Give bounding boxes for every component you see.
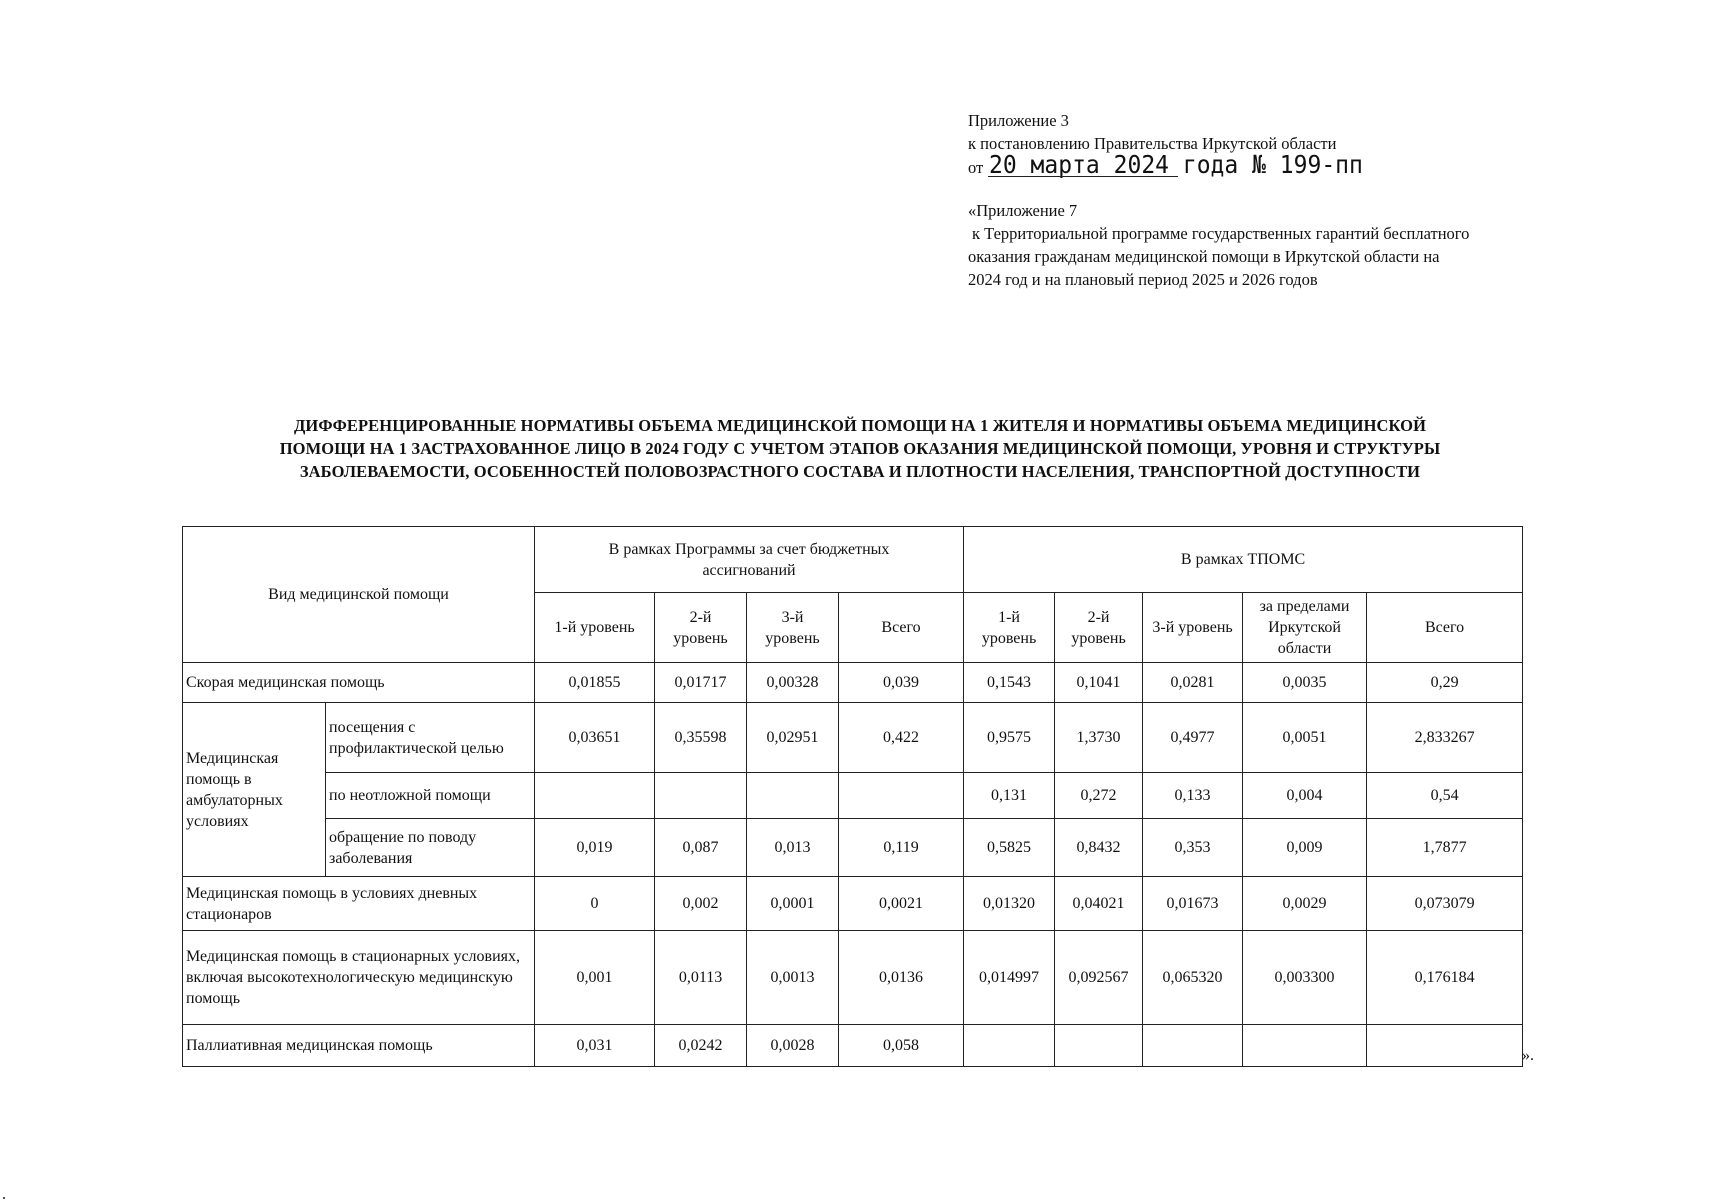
table-cell: 0,0051 [1243, 703, 1367, 773]
row-label: обращение по поводу заболевания [326, 819, 535, 877]
program-line-2: оказания гражданам медицинской помощи в Иркутской области на [968, 247, 1440, 266]
table-cell: 0,131 [964, 773, 1055, 819]
table-cell: 0,014997 [964, 931, 1055, 1025]
table-cell: 0,176184 [1367, 931, 1523, 1025]
title-line-3: ЗАБОЛЕВАЕМОСТИ, ОСОБЕННОСТЕЙ ПОЛОВОЗРАСТНОГО СОСТАВА И ПЛОТНОСТИ НАСЕЛЕНИЯ, ТРАНСПОРТНОЙ ДОСТУПНОСТИ [299, 462, 1421, 481]
table-cell: 0,009 [1243, 819, 1367, 877]
table-cell [535, 773, 655, 819]
table-cell: 0,01320 [964, 877, 1055, 931]
table-cell: 1,3730 [1055, 703, 1143, 773]
table-cell: 0,01855 [535, 663, 655, 703]
table-row [183, 1025, 1523, 1067]
table-cell [839, 773, 964, 819]
program-line-3: 2024 год и на плановый период 2025 и 2026 годов [968, 270, 1318, 289]
row-label: Паллиативная медицинская помощь [183, 1025, 535, 1067]
table-cell: 0,0029 [1243, 877, 1367, 931]
table-cell: 0,001 [535, 931, 655, 1025]
table-cell: 0,119 [839, 819, 964, 877]
row-label: Скорая медицинская помощь [183, 663, 535, 703]
table-cell: 0,353 [1143, 819, 1243, 877]
table-cell: 0,087 [655, 819, 747, 877]
row-label: по неотложной помощи [326, 773, 535, 819]
table-cell: 0,0242 [655, 1025, 747, 1067]
decree-date-number: 20 марта 2024 года № 199-пп [989, 150, 1364, 179]
table-row [183, 663, 1523, 703]
table-cell: 0,35598 [655, 703, 747, 773]
header-group-tpoms: В рамках ТПОМС [964, 527, 1523, 593]
header-budget-level-3: 3-й уровень [747, 593, 839, 663]
table-cell [1243, 1025, 1367, 1067]
table-cell: 0,039 [839, 663, 964, 703]
header-budget-total: Всего [839, 593, 964, 663]
decree-date-line [968, 150, 1528, 180]
header-tpoms-outside-region: за пределами Иркутской области [1243, 593, 1367, 663]
table-row [183, 931, 1523, 1025]
table-cell: 0,133 [1143, 773, 1243, 819]
date-underline [988, 176, 1178, 177]
table-cell: 0,00328 [747, 663, 839, 703]
header-budget-level-2: 2-й уровень [655, 593, 747, 663]
table-cell: 0,422 [839, 703, 964, 773]
table-cell [747, 773, 839, 819]
header-tpoms-level-3: 3-й уровень [1143, 593, 1243, 663]
table-cell: 0,031 [535, 1025, 655, 1067]
table-cell: 0,058 [839, 1025, 964, 1067]
table-cell: 0,04021 [1055, 877, 1143, 931]
header-tpoms-total: Всего [1367, 593, 1523, 663]
table-cell: 0,004 [1243, 773, 1367, 819]
header-tpoms-level-1: 1-й уровень [964, 593, 1055, 663]
table-cell: 0,29 [1367, 663, 1523, 703]
table-cell [1367, 1025, 1523, 1067]
table-cell: 0,0021 [839, 877, 964, 931]
table-cell: 0,03651 [535, 703, 655, 773]
header-tpoms-level-2: 2-й уровень [1055, 593, 1143, 663]
date-prefix: от [968, 158, 984, 177]
header-budget-level-1: 1-й уровень [535, 593, 655, 663]
document-title [190, 414, 1530, 483]
table-row [183, 877, 1523, 931]
table-cell: 0,0035 [1243, 663, 1367, 703]
table-cell: 0,073079 [1367, 877, 1523, 931]
closing-quote-mark: ». [1522, 1047, 1534, 1064]
table-cell: 1,7877 [1367, 819, 1523, 877]
table-header-row-1 [183, 527, 1523, 593]
table-cell [964, 1025, 1055, 1067]
ambulatory-group-label: Медицинская помощь в амбулаторных условиях [183, 703, 326, 877]
table-cell [1055, 1025, 1143, 1067]
program-line-1: к Территориальной программе государственных гарантий бесплатного [972, 224, 1470, 243]
table-cell: 0,1041 [1055, 663, 1143, 703]
appendix-7-label: «Приложение 7 [968, 201, 1078, 220]
table-cell: 0,0136 [839, 931, 964, 1025]
row-label: Медицинская помощь в стационарных условиях, включая высокотехнологическую медицинскую помощь [183, 931, 535, 1025]
header-kind: Вид медицинской помощи [183, 527, 535, 663]
table-cell: 0,002 [655, 877, 747, 931]
table-cell: 0,0281 [1143, 663, 1243, 703]
table-row [183, 819, 1523, 877]
header-group-budget: В рамках Программы за счет бюджетных ассигнований [535, 527, 964, 593]
table-cell: 0,4977 [1143, 703, 1243, 773]
table-row [183, 703, 1523, 773]
decree-reference: к постановлению Правительства Иркутской области [968, 134, 1337, 153]
table-cell: 0,1543 [964, 663, 1055, 703]
table-cell [1143, 1025, 1243, 1067]
table-cell: 0,272 [1055, 773, 1143, 819]
table-cell: 0,01673 [1143, 877, 1243, 931]
table-cell [655, 773, 747, 819]
table-cell: 0,003300 [1243, 931, 1367, 1025]
table-cell: 0,019 [535, 819, 655, 877]
table-cell: 0,013 [747, 819, 839, 877]
table-cell: 0,02951 [747, 703, 839, 773]
table-cell: 0,01717 [655, 663, 747, 703]
scan-speck [3, 1197, 5, 1199]
table-cell: 0,9575 [964, 703, 1055, 773]
table-cell: 0,0028 [747, 1025, 839, 1067]
table-cell: 0 [535, 877, 655, 931]
title-line-2: ПОМОЩИ НА 1 ЗАСТРАХОВАННОЕ ЛИЦО В 2024 ГОДУ С УЧЕТОМ ЭТАПОВ ОКАЗАНИЯ МЕДИЦИНСКОЙ ПОМОЩИ, УРОВНЯ И СТРУКТУРЫ [279, 439, 1441, 458]
table-cell: 0,8432 [1055, 819, 1143, 877]
title-line-1: ДИФФЕРЕНЦИРОВАННЫЕ НОРМАТИВЫ ОБЪЕМА МЕДИЦИНСКОЙ ПОМОЩИ НА 1 ЖИТЕЛЯ И НОРМАТИВЫ ОБЪЕМА МЕДИЦИНСКОЙ [293, 416, 1427, 435]
row-label: посещения с профилактической целью [326, 703, 535, 773]
table-cell: 0,54 [1367, 773, 1523, 819]
table-cell: 0,0001 [747, 877, 839, 931]
table-cell: 0,5825 [964, 819, 1055, 877]
table-cell: 2,833267 [1367, 703, 1523, 773]
row-label: Медицинская помощь в условиях дневных стационаров [183, 877, 535, 931]
norms-table [182, 526, 1523, 1067]
table-cell: 0,065320 [1143, 931, 1243, 1025]
appendix-header [968, 110, 1528, 290]
table-cell: 0,0113 [655, 931, 747, 1025]
table-cell: 0,0013 [747, 931, 839, 1025]
table-cell: 0,092567 [1055, 931, 1143, 1025]
appendix-number: Приложение 3 [968, 111, 1069, 130]
table-row [183, 773, 1523, 819]
